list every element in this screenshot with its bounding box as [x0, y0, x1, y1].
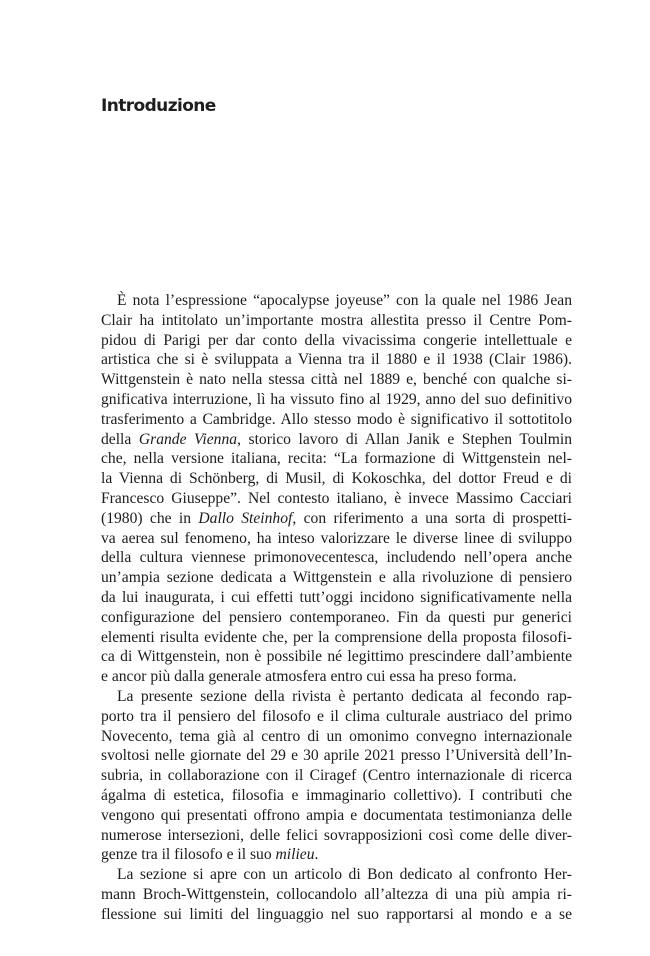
text-segment: un’ampia sezione dedicata a Wittgenstein e alla rivoluzione di pensiero	[101, 569, 572, 587]
text-segment: La sezione si apre con un articolo di Bon dedicato al confronto Her-	[117, 866, 572, 884]
text-line	[101, 588, 572, 608]
text-line	[101, 727, 572, 747]
text-segment: genze tra il filosofo e il suo	[101, 846, 276, 864]
text-segment: Wittgenstein è nato nella stessa città nel 1889 e, benché con qualche si-	[101, 371, 572, 389]
body-text	[101, 291, 572, 925]
text-line	[101, 390, 572, 410]
text-segment: e ancor più dalla generale atmosfera entro cui essa ha preso forma.	[101, 668, 517, 686]
text-line	[101, 509, 572, 529]
text-line	[101, 647, 572, 667]
text-line	[101, 826, 572, 846]
text-segment: numerose intersezioni, delle felici sovrapposizioni così come delle diver-	[101, 826, 572, 844]
text-segment: La presente sezione della rivista è pertanto dedicata al fecondo rap-	[117, 687, 572, 705]
text-line	[101, 806, 572, 826]
text-line	[101, 568, 572, 588]
text-segment: da lui inaugurata, i cui effetti tutt’oggi incidono significativamente nella	[101, 588, 572, 606]
text-segment: elementi risulta evidente che, per la comprensione della proposta filosofi-	[101, 628, 572, 646]
italic-title-text: milieu	[275, 846, 315, 864]
text-segment: subria, in collaborazione con il Ciragef (Centro internazionale di ricerca	[101, 767, 572, 785]
text-line	[101, 905, 572, 925]
text-segment: flessione sui limiti del linguaggio nel suo rapportarsi al mondo e a se	[101, 905, 572, 923]
text-segment: È nota l’espressione “apocalypse joyeuse” con la quale nel 1986 Jean	[117, 292, 572, 309]
text-segment: , con riferimento a una sorta di prospetti-	[292, 509, 572, 527]
text-segment: Clair ha intitolato un’importante mostra allestita presso il Centre Pom-	[101, 311, 572, 329]
text-segment: .	[314, 846, 319, 864]
text-segment: della	[101, 430, 139, 448]
text-line	[101, 608, 572, 628]
text-segment: ágalma di estetica, filosofia e immaginario collettivo). I contributi che	[101, 786, 572, 804]
text-segment: vengono qui presentati offrono ampia e documentata testimonianza delle	[101, 806, 572, 824]
text-segment: mann Broch-Wittgenstein, collocandolo all’altezza di una più ampia ri-	[101, 885, 572, 903]
text-segment: Novecento, tema già al centro di un omonimo convegno internazionale	[101, 727, 572, 745]
text-line	[101, 331, 572, 351]
italic-title-text: Grande Vienna	[138, 430, 238, 448]
text-segment: trasferimento a Cambridge. Allo stesso modo è significativo il sottotitolo	[101, 410, 572, 428]
text-line	[101, 410, 572, 430]
text-segment: della cultura viennese primonovecentesca, includendo nell’opera anche	[101, 549, 572, 567]
text-line	[101, 667, 572, 687]
text-line	[101, 766, 572, 786]
text-line	[101, 350, 572, 370]
text-line	[101, 746, 572, 766]
text-line	[101, 489, 572, 509]
text-line	[101, 430, 572, 450]
text-line	[101, 449, 572, 469]
text-line	[101, 707, 572, 727]
text-segment: configurazione del pensiero contemporaneo. Fin da questi pur generici	[101, 608, 572, 626]
text-line	[101, 628, 572, 648]
text-line	[101, 291, 572, 311]
chapter-heading: Introduzione	[101, 96, 216, 116]
text-line	[101, 786, 572, 806]
text-segment: pidou di Parigi per dar conto della vivacissima congerie intellettuale e	[101, 331, 572, 349]
text-segment: porto tra il pensiero del filosofo e il clima culturale austriaco del primo	[101, 707, 572, 725]
text-segment: che, nella versione italiana, recita: “La formazione di Wittgenstein nel-	[101, 450, 572, 468]
text-line	[101, 548, 572, 568]
text-segment: ca di Wittgenstein, non è possibile né legittimo prescindere dall’ambiente	[101, 648, 572, 666]
text-line	[101, 865, 572, 885]
text-segment: gnificativa interruzione, lì ha vissuto fino al 1929, anno del suo definitivo	[101, 390, 572, 408]
text-line	[101, 370, 572, 390]
text-segment: artistica che si è sviluppata a Vienna tra il 1880 e il 1938 (Clair 1986).	[101, 351, 572, 369]
text-segment: Francesco Giuseppe”. Nel contesto italiano, è invece Massimo Cacciari	[101, 489, 572, 507]
text-segment: (1980) che in	[101, 509, 199, 527]
text-line	[101, 687, 572, 707]
text-line	[101, 529, 572, 549]
text-line	[101, 469, 572, 489]
text-line	[101, 845, 572, 865]
text-segment: svoltosi nelle giornate del 29 e 30 aprile 2021 presso l’Università dell’In-	[101, 747, 572, 765]
text-segment: va aerea sul fenomeno, ha inteso valorizzare le diverse linee di sviluppo	[101, 529, 572, 547]
text-segment: la Vienna di Schönberg, di Musil, di Kokoschka, del dottor Freud e di	[101, 470, 572, 488]
italic-title-text: Dallo Steinhof	[198, 509, 293, 527]
text-segment: , storico lavoro di Allan Janik e Stephen Toulmin	[237, 430, 572, 448]
text-line	[101, 311, 572, 331]
text-line	[101, 885, 572, 905]
